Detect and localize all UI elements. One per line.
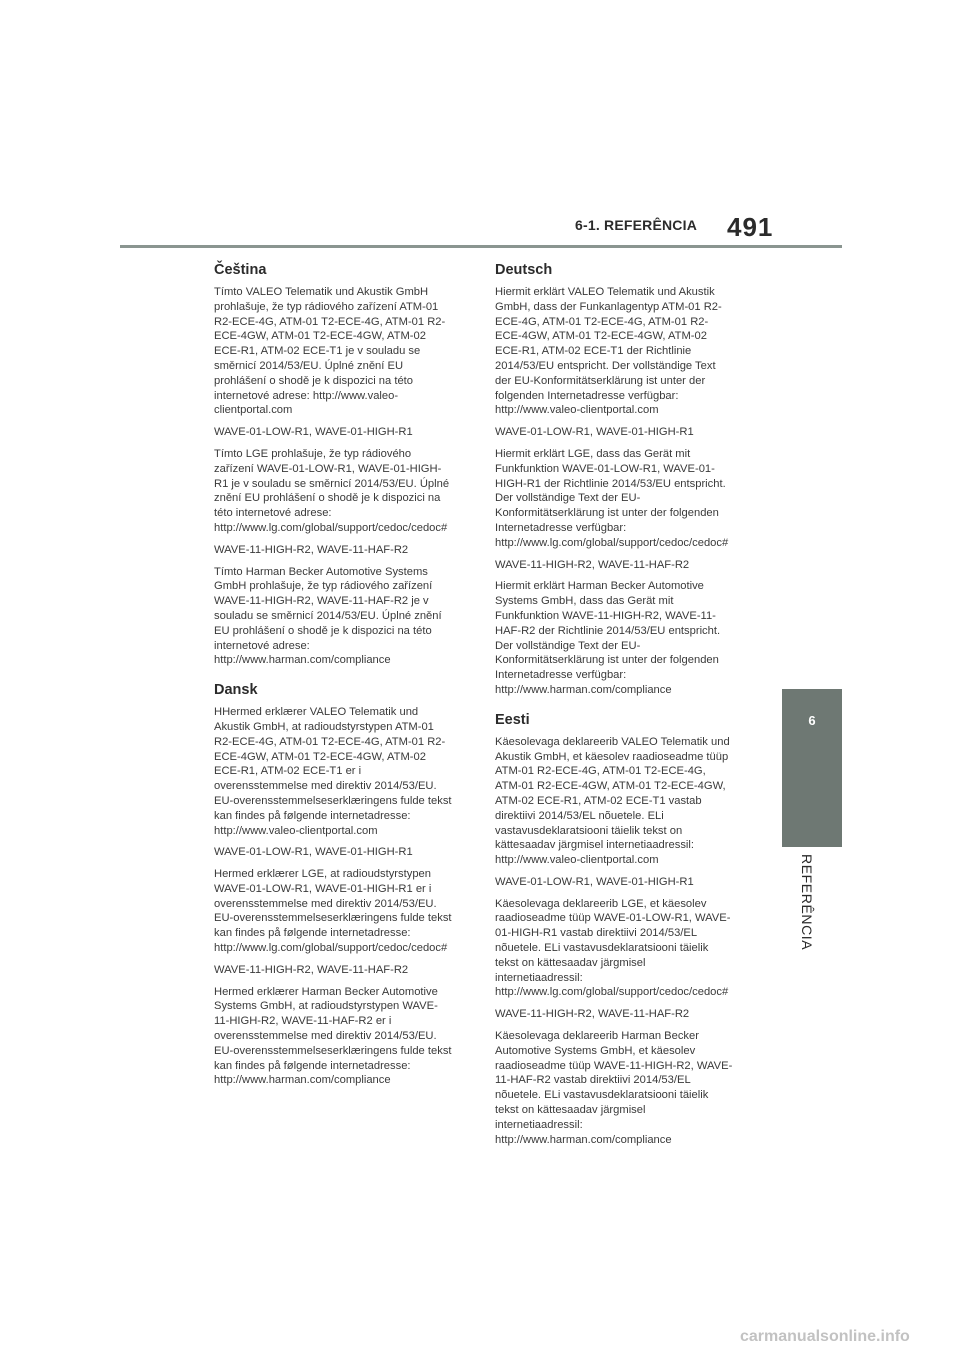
section-heading-eesti: Eesti [495,711,530,728]
paragraph: Käesolevaga deklareerib Harman Becker Automotive Systems GmbH, et käesolev raadioseadme tüüp WAVE-11-HIGH-R2, WAVE-11-HAF-R2 vastab direktiivi 2014/53/EL nõuetele. ELi vastavusdeklaratsiooni täielik tekst on kättesaadav järgmisel internetiaadressil: http://www.harman.com/compliance [495,1030,733,1146]
paragraph: Tímto LGE prohlašuje, že typ rádiového zařízení WAVE-01-LOW-R1, WAVE-01-HIGH-R1 je v souladu se směrnicí 2014/53/EU. Úplné znění EU prohlášení o shodě je k dispozici na této internetové adrese: http://www.lg.com/global/support/cedoc/cedoc# [214,447,450,534]
section-eesti [495,712,733,1148]
right-column [495,262,733,1161]
paragraph: WAVE-01-LOW-R1, WAVE-01-HIGH-R1 [214,426,413,439]
paragraph: WAVE-11-HIGH-R2, WAVE-11-HAF-R2 [495,1008,690,1021]
paragraph: WAVE-11-HIGH-R2, WAVE-11-HAF-R2 [214,963,409,976]
section-dansk [214,682,452,1088]
paragraph: Hiermit erklärt VALEO Telematik und Akustik GmbH, dass der Funkanlagentyp ATM-01 R2-ECE-4G, ATM-01 T2-ECE-4G, ATM-01 R2-ECE-4GW, ATM-01 T2-ECE-4GW, ATM-02 ECE-R1, ATM-02 ECE-T1 der Richtlinie 2014/53/EU entspricht. Der vollständige Text der EU-Konformitätserklärung ist unter der folgenden Internetadresse verfügbar: http://www.valeo-clientportal.com [495,286,722,417]
paragraph: WAVE-01-LOW-R1, WAVE-01-HIGH-R1 [495,426,694,439]
header-rule [120,245,842,248]
section-deutsch [495,262,733,698]
paragraph: Hiermit erklärt Harman Becker Automotive Systems GmbH, dass das Gerät mit Funkfunktion WAVE-11-HIGH-R2, WAVE-11-HAF-R2 der Richtlinie 2014/53/EU entspricht. Der vollständige Text der EU-Konformitätserklärung ist unter der folgenden Internetadresse verfügbar: http://www.harman.com/compliance [495,580,721,696]
section-cestina [214,262,452,668]
paragraph: HHermed erklærer VALEO Telematik und Akustik GmbH, at radioudstyrstypen ATM-01 R2-ECE-4G, ATM-01 T2-ECE-4G, ATM-01 R2-ECE-4GW, ATM-01 T2-ECE-4GW, ATM-02 ECE-R1, ATM-02 ECE-T1 er i overensstemmelse med direktiv 2014/53/EU. EU-overensstemmelseserklæringens fulde tekst kan findes på følgende internetadresse: http://www.valeo-clientportal.com [214,706,452,837]
chapter-tab [782,689,842,847]
section-heading-deutsch: Deutsch [495,262,553,278]
paragraph: Hermed erklærer LGE, at radioudstyrstypen WAVE-01-LOW-R1, WAVE-01-HIGH-R1 er i overensstemmelse med direktiv 2014/53/EU. EU-overensstemmelseserklæringens fulde tekst kan findes på følgende internetadresse: http://www.lg.com/global/support/cedoc/cedoc# [214,868,452,955]
chapter-label: REFERÊNCIA [799,854,815,951]
section-heading-dansk: Dansk [214,682,258,699]
paragraph: Käesolevaga deklareerib VALEO Telematik und Akustik GmbH, et käesolev raadioseadme tüüp ATM-01 R2-ECE-4G, ATM-01 T2-ECE-4G, ATM-01 R2-ECE-4GW, ATM-01 T2-ECE-4GW, ATM-02 ECE-R1, ATM-02 ECE-T1 vastab direktiivi 2014/53/EL nõuetele. ELi vastavusdeklaratsiooni täielik tekst on kättesaadav järgmisel internetiaadressil: http://www.valeo-clientportal.com [495,735,730,867]
paragraph: Hiermit erklärt LGE, dass das Gerät mit Funkfunktion WAVE-01-LOW-R1, WAVE-01-HIGH-R1 der Richtlinie 2014/53/EU entspricht. Der vollständige Text der EU-Konformitätserklärung ist unter der folgenden Internetadresse verfügbar: http://www.lg.com/global/support/cedoc/cedoc# [495,447,729,549]
paragraph: Tímto Harman Becker Automotive Systems GmbH prohlašuje, že typ rádiového zařízení WAVE-11-HIGH-R2, WAVE-11-HAF-R2 je v souladu se směrnicí 2014/53/EU. Úplné znění EU prohlášení o shodě je k dispozici na této internetové adrese: http://www.harman.com/compliance [214,565,442,667]
paragraph: WAVE-01-LOW-R1, WAVE-01-HIGH-R1 [214,846,413,859]
paragraph: WAVE-11-HIGH-R2, WAVE-11-HAF-R2 [495,558,690,571]
section-heading-cestina: Čeština [214,262,267,278]
left-column [214,262,452,1102]
paragraph: Tímto VALEO Telematik und Akustik GmbH prohlašuje, že typ rádiového zařízení ATM-01 R2-ECE-4G, ATM-01 T2-ECE-4G, ATM-01 R2-ECE-4GW, ATM-01 T2-ECE-4GW, ATM-02 ECE-R1, ATM-02 ECE-T1 je v souladu se směrnicí 2014/53/EU. Úplné znění EU prohlášení o shodě je k dispozici na této internetové adrese: http://www.valeo-clientportal.com [214,286,446,417]
paragraph: Käesolevaga deklareerib LGE, et käesolev raadioseadme tüüp WAVE-01-LOW-R1, WAVE-01-HIGH-R1 vastab direktiivi 2014/53/EL nõuetele. ELi vastavusdeklaratsiooni täielik tekst on kättesaadav järgmisel internetiaadressil: http://www.lg.com/global/support/cedoc/cedoc# [495,897,731,999]
paragraph: WAVE-11-HIGH-R2, WAVE-11-HAF-R2 [214,543,409,556]
watermark: carmanualsonline.info [740,1328,910,1345]
section-title: 6-1. REFERÊNCIA [575,217,698,233]
paragraph: Hermed erklærer Harman Becker Automotive Systems GmbH, at radioudstyrstypen WAVE-11-HIGH-R2, WAVE-11-HAF-R2 er i overensstemmelse med direktiv 2014/53/EU. EU-overensstemmelseserklæringens fulde tekst kan findes på følgende internetadresse: http://www.harman.com/compliance [214,985,452,1087]
chapter-number: 6 [808,713,816,728]
page-number: 491 [727,212,774,242]
paragraph: WAVE-01-LOW-R1, WAVE-01-HIGH-R1 [495,875,694,888]
